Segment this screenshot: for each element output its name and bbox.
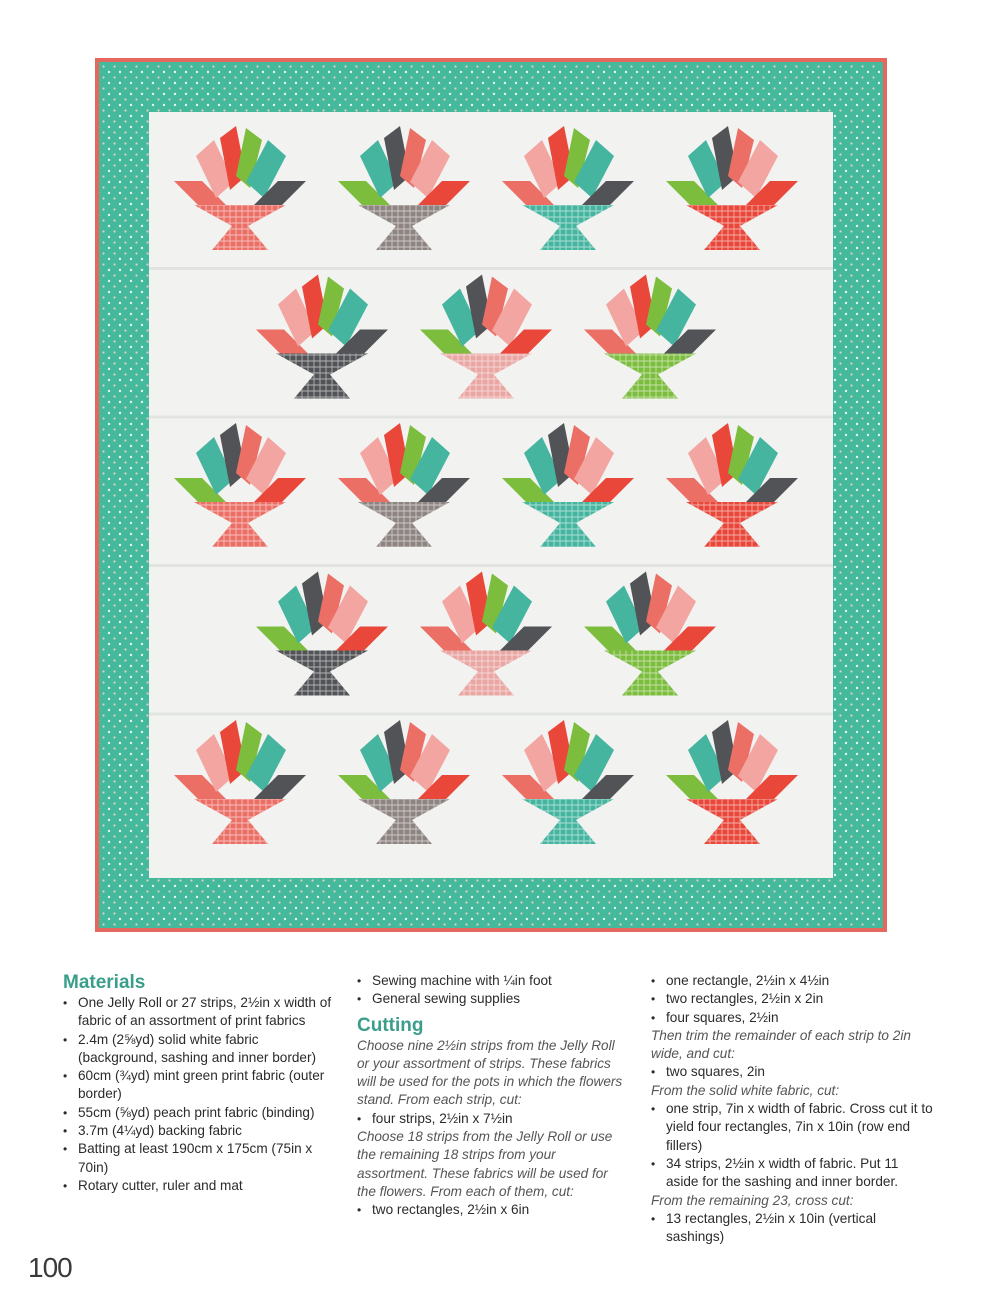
page-number: 100 bbox=[28, 1252, 72, 1283]
list-item: • two squares, 2in bbox=[651, 1063, 933, 1081]
cutting-list bbox=[651, 1063, 933, 1081]
cutting-heading: Cutting bbox=[357, 1014, 424, 1036]
column-3 bbox=[651, 972, 933, 1246]
column-1 bbox=[63, 972, 335, 1195]
quilt-photo bbox=[95, 58, 887, 932]
materials-list-continued bbox=[357, 972, 629, 1009]
list-item: • 34 strips, 2½in x width of fabric. Put 11 aside for the sashing and inner border. bbox=[651, 1155, 933, 1192]
cutting-list-continued bbox=[651, 972, 933, 1027]
list-item: • two rectangles, 2½in x 2in bbox=[651, 990, 933, 1008]
materials-list bbox=[63, 994, 335, 1195]
list-item: • one strip, 7in x width of fabric. Cross cut it to yield four rectangles, 7in x 10in (row end fillers) bbox=[651, 1100, 933, 1155]
cutting-note: From the solid white fabric, cut: bbox=[651, 1082, 840, 1098]
list-item: • General sewing supplies bbox=[357, 990, 629, 1008]
list-item: • four squares, 2½in bbox=[651, 1009, 933, 1027]
column-2 bbox=[357, 972, 629, 1220]
list-item: • 60cm (¾yd) mint green print fabric (outer border) bbox=[63, 1067, 335, 1104]
list-item: • Batting at least 190cm x 175cm (75in x 70in) bbox=[63, 1140, 335, 1177]
cutting-list bbox=[651, 1210, 933, 1247]
cutting-note: From the remaining 23, cross cut: bbox=[651, 1192, 854, 1208]
list-item: • 13 rectangles, 2½in x 10in (vertical sashings) bbox=[651, 1210, 933, 1247]
cutting-list bbox=[651, 1100, 933, 1191]
list-item: • Rotary cutter, ruler and mat bbox=[63, 1177, 335, 1195]
cutting-note: Choose nine 2½in strips from the Jelly Roll or your assortment of strips. These fabrics will be used for the pots in which the flowers stand. From each strip, cut: bbox=[357, 1037, 623, 1108]
materials-heading: Materials bbox=[63, 972, 146, 993]
list-item: • 3.7m (4¼yd) backing fabric bbox=[63, 1122, 335, 1140]
list-item: • Sewing machine with ¼in foot bbox=[357, 972, 629, 990]
cutting-list bbox=[357, 1110, 629, 1128]
cutting-note: Choose 18 strips from the Jelly Roll or use the remaining 18 strips from your assortment. These fabrics will be used for the flowers. From each of them, cut: bbox=[357, 1129, 613, 1199]
cutting-note: Then trim the remainder of each strip to 2in wide, and cut: bbox=[651, 1027, 911, 1062]
list-item: • 2.4m (2⅝yd) solid white fabric (background, sashing and inner border) bbox=[63, 1031, 335, 1068]
list-item: • four strips, 2½in x 7½in bbox=[357, 1110, 629, 1128]
list-item: • one rectangle, 2½in x 4½in bbox=[651, 972, 933, 990]
quilt-illustration bbox=[95, 58, 887, 932]
list-item: • One Jelly Roll or 27 strips, 2½in x width of fabric of an assortment of print fabrics bbox=[63, 994, 335, 1031]
list-item: • 55cm (⅝yd) peach print fabric (binding) bbox=[63, 1104, 335, 1122]
cutting-list bbox=[357, 1201, 629, 1219]
list-item: • two rectangles, 2½in x 6in bbox=[357, 1201, 629, 1219]
